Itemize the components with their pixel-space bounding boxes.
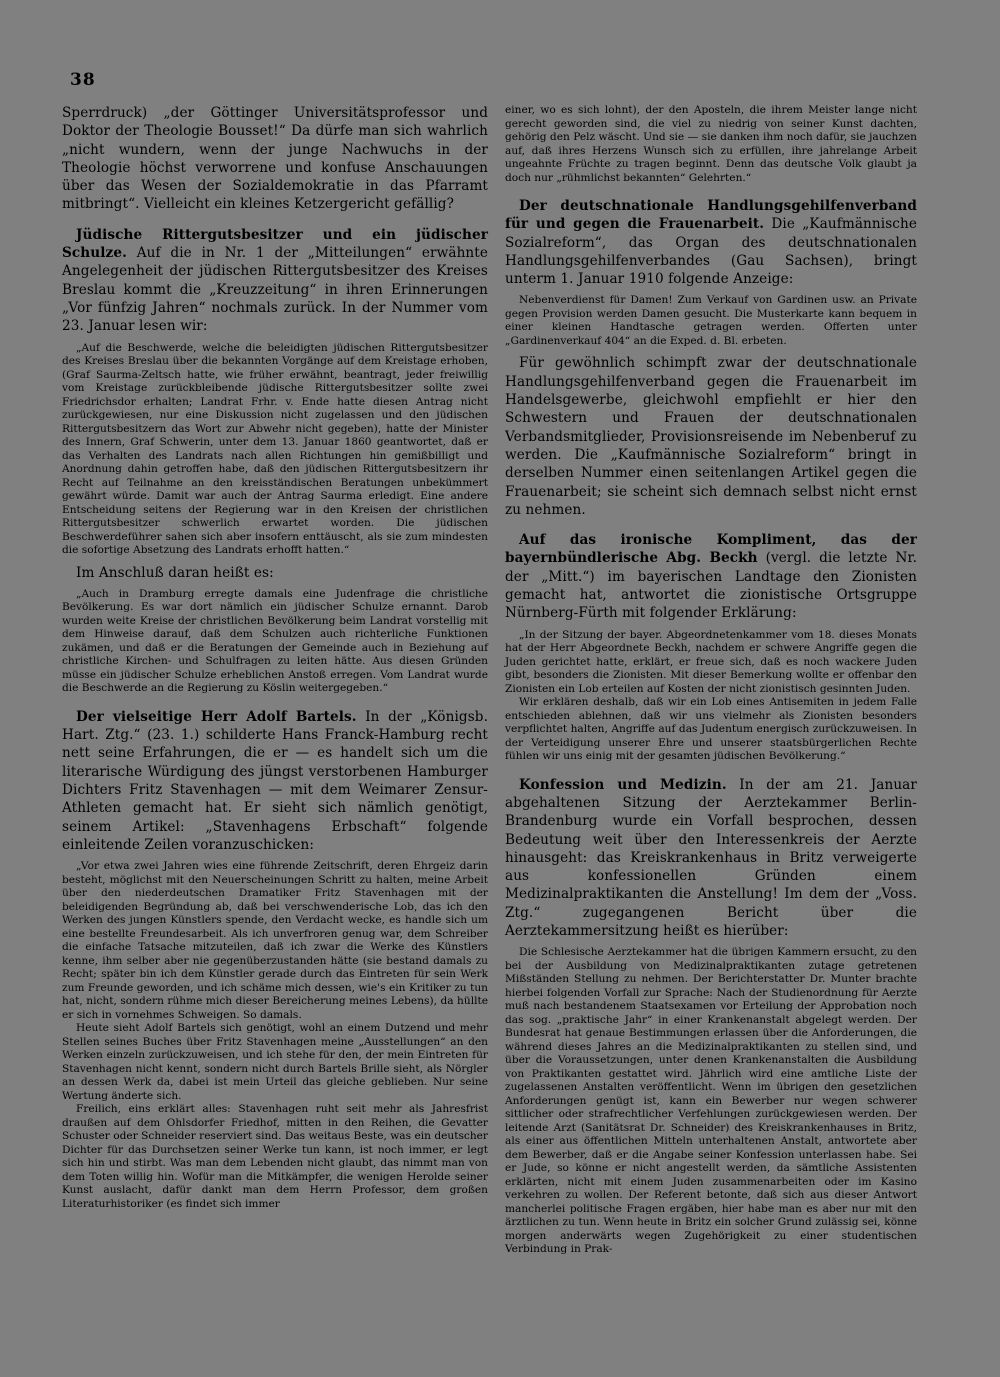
paragraph: Im Anschluß daran heißt es: (76, 564, 274, 581)
paragraph: Für gewöhnlich schimpft zwar der deutschnationale Handlungsgehilfenverband gegen die Frauenarbeit im Handelsgewerbe, gleichwohl empfiehlt er hier den Schwestern und Frauen der deutschnationalen Verbandsmitglieder, Provisionsreisende im Nebenberuf zu werden. Die „Kaufmännische Sozialreform“ bringt in derselben Nummer einen seitenlangen Artikel gegen die Frauenarbeit; sie scheint sich demnach selbst nicht ernst zu nehmen. (505, 355, 917, 518)
page-number: 38 (70, 70, 96, 90)
quotation: Wir erklären deshalb, daß wir ein Lob eines Antisemiten in jedem Falle entschieden ablehnen, daß wir uns vielmehr als Zionisten besonders verpflichtet halten, Angriffe auf das Judentum energisch zurückzuweisen. In der Verteidigung unserer Ehre und unserer staatsbürgerlichen Rechte fühlen wir uns einig mit der gesamten jüdischen Bevölkerung.“ (505, 696, 917, 763)
quotation: Freilich, eins erklärt alles: Stavenhagen ruht seit mehr als Jahresfrist draußen auf dem Ohlsdorfer Friedhof, mitten in den Reihen, die Gevatter Schuster oder Schneider reserviert sind. Das weitaus Beste, was ein deutscher Dichter für das Durchsetzen seiner Werke tun kann, ist noch immer, er legt sich hin und stirbt. Was man dem Lebenden nicht glaubt, das nimmt man von dem Toten willig hin. Wofür man die Mitkämpfer, die wenigen Herolde seiner Kunst auslacht, dafür dankt man dem Herrn Professor, dem großen Literaturhistoriker (es findet sich immer (62, 1103, 488, 1210)
paragraph: Sperrdruck) „der Göttinger Universitätsprofessor und Doktor der Theologie Bousset!“ Da dürfe man sich wahrlich „nicht wundern, wenn der junge Nachwuchs in der Theologie höchst verworrene und konfuse Anschauungen über das Wesen der Sozialdemokratie in das Pfarramt mitbringt“. Vielleicht ein kleines Ketzergericht gefällig? (62, 105, 488, 213)
article-ironic-compliment (505, 531, 917, 622)
article-heading: Der deutschnationale Handlungsgehilfenverband für und gegen die Frauenarbeit. (505, 198, 917, 233)
article-confession-medicine (505, 776, 917, 941)
left-column (62, 104, 488, 1211)
quotation: „Auf die Beschwerde, welche die beleidigten jüdischen Rittergutsbesitzer des Kreises Breslau über die bekannten Vorgänge auf dem Kreistage erhoben, (Graf Saurma-Zeltsch hatte, wie früher erwähnt, beantragt, jeder freiwillig vom Kreistage zurückbleibende jüdische Rittergutsbesitzer sollte zwei Friedrichsdor erhalten; Landrat Frhr. v. Ende hatte diesen Antrag nicht zurückgewiesen, nur eine Diskussion nicht zugelassen und den jüdischen Rittergutsbesitzern das Wort zur Abwehr nicht gegeben), hatte der Minister des Innern, Graf Schwerin, unter dem 13. Januar 1860 geantwortet, daß er das Verhalten des Landrats nach allen Richtungen hin gemißbilligt und Anordnung dahin getroffen habe, daß den jüdischen Rittergutsbesitzern ihr Recht auf Teilnahme an den kreisständischen Beratungen unbekümmert gewährt würde. Damit war auch der Antrag Saurma erledigt. Eine andere Entscheidung seitens der Regierung war in den Kreisen der christlichen Rittergutsbesitzer schwerlich erwartet worden. Die jüdischen Beschwerdeführer sahen sich aber insofern enttäuscht, als sie zum mindesten die sofortige Absetzung des Landrats erhofft hatten.“ (62, 341, 488, 557)
article-text: (vergl. die letzte Nr. der „Mitt.“) im bayerischen Landtage den Zionisten gemacht hat, antwortet die zionistische Ortsgruppe Nürnberg-Fürth mit folgender Erklärung: (505, 550, 918, 622)
right-column (505, 104, 917, 1257)
quotation: Heute sieht Adolf Bartels sich genötigt, wohl an einem Dutzend und mehr Stellen seines Buches über Fritz Stavenhagen meine „Ausstellungen“ an den Werken einzeln zurückzuweisen, und ich stehe für den, der mein Eintreten für Stavenhagen nicht kennt, sondern nicht durch Bartels Brille sieht, als Nörgler an dessen Werk da, dabei ist mein Urteil das gleiche geblieben. Nur seine Wertung änderte sich. (62, 1022, 488, 1102)
quotation: einer, wo es sich lohnt), der den Aposteln, die ihrem Meister lange nicht gerecht geworden sind, die viel zu niedrig von seiner Kunst dachten, gehörig den Pelz wäscht. Und sie — sie danken ihm noch dafür, sie jauchzen auf, daß ihres Herzens Wunsch sich zu erfüllen, ihre jahrelange Arbeit ungeahnte Früchte zu tragen beginnt. Denn das deutsche Volk glaubt ja doch nur „rühmlichst bekannten“ Gelehrten.“ (505, 104, 917, 184)
quotation: Die Schlesische Aerztekammer hat die übrigen Kammern ersucht, zu den bei der Ausbildung von Medizinalpraktikanten zutage getretenen Mißständen Stellung zu nehmen. Der Berichterstatter Dr. Munter brachte hierbei folgenden Vorfall zur Sprache: Nach der Studienordnung für Aerzte muß nach bestandenem Staatsexamen vor Erteilung der Approbation noch das sog. „praktische Jahr“ in einer Krankenanstalt abgelegt werden. Der Bundesrat hat genaue Bestimmungen erlassen über die Anforderungen, die während dieses Jahres an die Medizinalpraktikanten zu stellen sind, und über die Voraussetzungen, unter denen Krankenanstalten die Ausbildung von Praktikanten gestattet wird. Jährlich wird eine amtliche Liste der zugelassenen Anstalten veröffentlicht. Wenn im übrigen den gesetzlichen Anforderungen genügt ist, kann ein Bewerber nur wegen schwerer sittlicher oder strafrechtlicher Verfehlungen zurückgewiesen werden. Der leitende Arzt (Sanitätsrat Dr. Schneider) des Kreiskrankenhauses in Britz, als einer aus öffentlichen Mitteln unterhaltenen Anstalt, antwortete aber dem Bewerber, daß er die Angabe seiner Konfession unterlassen habe. Sei er Jude, so könne er nicht angestellt werden, da sämtliche Assistenten erklärten, nicht mit einem Juden zusammenarbeiten oder im Kasino verkehren zu wollen. Der Referent betonte, daß sich aus dieser Antwort mancherlei politische Fragen ergäben, hier habe man es aber nur mit den ärztlichen zu tun. Wenn heute in Britz ein solcher Grund zulässig sei, könne morgen anderwärts wegen Zugehörigkeit zu einer studentischen Verbindung in Prak- (505, 946, 917, 1256)
advertisement-quote: Nebenverdienst für Damen! Zum Verkauf von Gardinen usw. an Private gegen Provision werden Damen gesucht. Die Musterkarte kann bequem in einer kleinen Handtasche getragen werden. Offerten unter „Gardinenverkauf 404“ an die Exped. d. Bl. erbeten. (505, 294, 917, 347)
quotation: „In der Sitzung der bayer. Abgeordnetenkammer vom 18. dieses Monats hat der Herr Abgeordnete Beckh, nachdem er schwere Angriffe gegen die Juden gerichtet hatte, erklärt, er freue sich, daß es noch wackere Juden gibt, besonders die Zionisten. Mit dieser Bemerkung wollte er offenbar den Zionisten ein Lob erteilen auf Kosten der nicht zionistisch gesinnten Juden. (505, 628, 917, 695)
article-text: In der am 21. Januar abgehaltenen Sitzung der Aerztekammer Berlin-Brandenburg wurde ein Vorfall besprochen, dessen Bedeutung weit über den Interessenkreis der Aerzte hinausgeht: das Kreiskrankenhaus in Britz verweigerte aus konfessionellen Gründen einem Medizinalpraktikanten die Anstellung! Im dem der „Voss. Ztg.“ zugegangenen Bericht über die Aerztekammersitzung heißt es hierüber: (505, 776, 917, 940)
article-heading: Der vielseitige Herr Adolf Bartels. (76, 708, 357, 725)
article-text: In der „Königsb. Hart. Ztg.“ (23. 1.) schilderte Hans Franck-Hamburg recht nett seine Erfahrungen, die er — es handelt sich um die literarische Würdigung des jüngst verstorbenen Hamburger Dichters Fritz Stavenhagen — mit dem Weimarer Zensur-Athleten gemacht hat. Er sieht sich nämlich genötigt, seinem Artikel: „Stavenhagens Erbschaft“ folgende einleitende Zeilen voranzuschicken: (62, 708, 488, 853)
article-text: Auf die in Nr. 1 der „Mitteilungen“ erwähnte Angelegenheit der jüdischen Rittergutsbesitzer des Kreises Breslau kommt die „Kreuzzeitung“ in ihren Erinnerungen „Vor fünfzig Jahren“ nochmals zurück. In der Nummer vom 23. Januar lesen wir: (62, 245, 488, 335)
article-heading: Auf das ironische Kompliment, das der bayernbündlerische Abg. Beckh (505, 532, 917, 567)
article-heading: Jüdische Rittergutsbesitzer und ein jüdischer Schulze. (62, 226, 488, 262)
article-text: Die „Kaufmännische Sozialreform“, das Organ des deutschnationalen Handlungsgehilfenverbandes (Gau Sachsen), bringt unterm 1. Januar 1910 folgende Anzeige: (505, 216, 917, 288)
article-heading: Konfession und Medizin. (519, 776, 727, 793)
quotation: „Auch in Dramburg erregte damals eine Judenfrage die christliche Bevölkerung. Es war dort nämlich ein jüdischer Schulze ernannt. Darob wurden weite Kreise der christlichen Bevölkerung beim Landrat vorstellig mit dem Hinweise darauf, daß dem Schulzen auch richterliche Funktionen zukämen, und daß er die Beratungen der Gemeinde auch in Beziehung auf christliche Kirchen- und Schulfragen zu leiten hätte. Aus diesen Gründen müsse ein jüdischer Schulze erheblichen Anstoß erregen. Vom Landrat wurde die Beschwerde an die Regierung zu Köslin weitergegeben.“ (62, 587, 488, 695)
article-trade-union (505, 197, 917, 288)
article-jewish-landowners (62, 226, 488, 336)
quotation: „Vor etwa zwei Jahren wies eine führende Zeitschrift, deren Ehrgeiz darin besteht, möglichst mit den Neuerscheinungen Schritt zu halten, meine Arbeit über den niederdeutschen Dramatiker Fritz Stavenhagen mit der beleidigenden Begründung ab, daß bei verschwenderische Lob, das ich den Werken des jungen Künstlers spende, den Verdacht wecke, es handle sich um eine bestellte Freundesarbeit. Als ich unverfroren genug war, dem Schreiber die einfache Tatsache mitzuteilen, daß ich zwar die Werke des Künstlers kenne, ihm selber aber nie gegenüberzustanden hätte (sie bestand damals zu Recht; später bin ich dem Künstler gerade durch das Eintreten für sein Werk zum Freunde geworden, und ich schäme mich dessen, wie's ein Kritiker zu tun hat, nicht, sondern rühme mich dieser Bereicherung meines Lebens), da hüllte er sich in vornehmes Schweigen. So damals. (62, 860, 488, 1021)
article-bartels (62, 708, 488, 854)
